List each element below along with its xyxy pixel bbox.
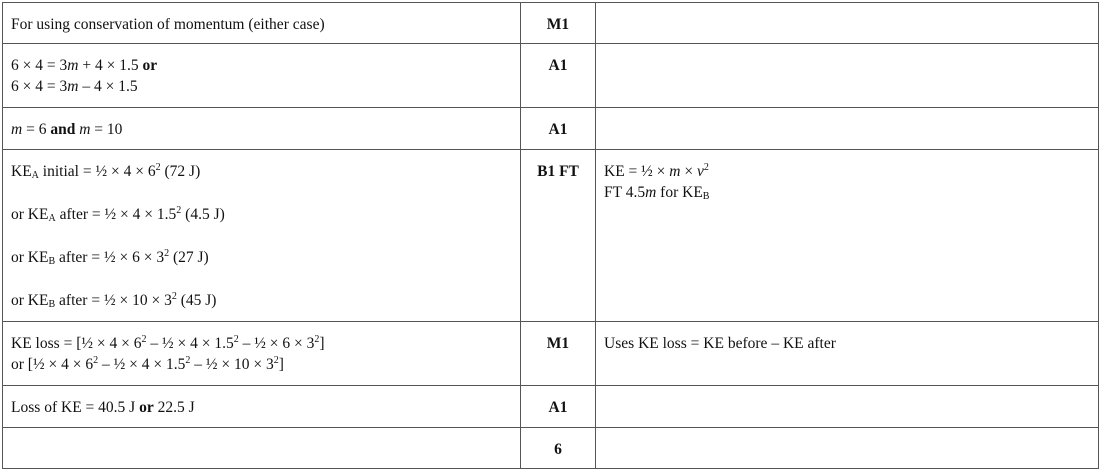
mark-scheme-row <box>3 322 1099 386</box>
comment-cell <box>596 3 1099 44</box>
working-line: $KE_A$ initial = ½ × $4 \times 6^2$ (72 J) <box>11 162 201 181</box>
mark-cell: M1 <box>521 322 596 386</box>
comment-cell <box>596 386 1099 428</box>
mark-scheme-row <box>3 44 1099 108</box>
comment-cell <box>596 428 1099 469</box>
comment-cell <box>596 322 1099 386</box>
mark-cell: A1 <box>521 44 596 108</box>
working-cell <box>3 108 521 150</box>
mark-cell: A1 <box>521 386 596 428</box>
working-cell <box>3 322 521 386</box>
working-line: or $KE_B$ after = ½ × $6 \times 3^2$ (27 J) <box>11 248 209 267</box>
working-line: 6 × 4 = 3m – 4 × 1.5 <box>11 78 138 95</box>
working-cell <box>3 150 521 322</box>
mark-scheme-row <box>3 150 1099 322</box>
mark-scheme-row <box>3 386 1099 428</box>
working-line: or $KE_B$ after = ½ × $10 \times 3^2$ (45 J) <box>11 291 217 310</box>
working-line: Loss of KE = 40.5 J or 22.5 J <box>11 399 195 416</box>
working-cell <box>3 386 521 428</box>
comment-cell <box>596 44 1099 108</box>
working-line: KE loss = [½ × $4 \times 6^2$ – ½ × $4 \times 1.5^2$ – ½ × $6 \times 3^2$] <box>11 334 325 352</box>
mark-scheme-table <box>2 2 1099 469</box>
comment-cell <box>596 150 1099 322</box>
mark-cell: B1 FT <box>521 150 596 322</box>
working-cell <box>3 44 521 108</box>
comment-line: FT 4.5m for $KE_B$ <box>604 184 710 202</box>
comment-line: Uses KE loss = KE before – KE after <box>604 335 836 352</box>
working-line: m = 6 and m = 10 <box>11 121 123 138</box>
mark-cell: A1 <box>521 108 596 150</box>
mark-scheme-total-row <box>3 428 1099 469</box>
mark-cell: M1 <box>521 3 596 44</box>
working-cell <box>3 428 521 469</box>
total-marks: 6 <box>521 428 596 469</box>
comment-line: KE = ½ × $m \times v^2$ <box>604 162 709 180</box>
mark-scheme-row <box>3 108 1099 150</box>
working-cell <box>3 3 521 44</box>
working-line: 6 × 4 = 3m + 4 × 1.5 or <box>11 57 158 74</box>
working-line: or $KE_A$ after = ½ × $4 \times 1.5^2$ (4.5 J) <box>11 205 225 224</box>
working-line: For using conservation of momentum (either case) <box>11 16 325 33</box>
comment-cell <box>596 108 1099 150</box>
mark-scheme-row <box>3 3 1099 44</box>
working-line: or [½ × $4 \times 6^2$ – ½ × $4 \times 1.5^2$ – ½ × $10 \times 3^2$] <box>11 355 284 373</box>
